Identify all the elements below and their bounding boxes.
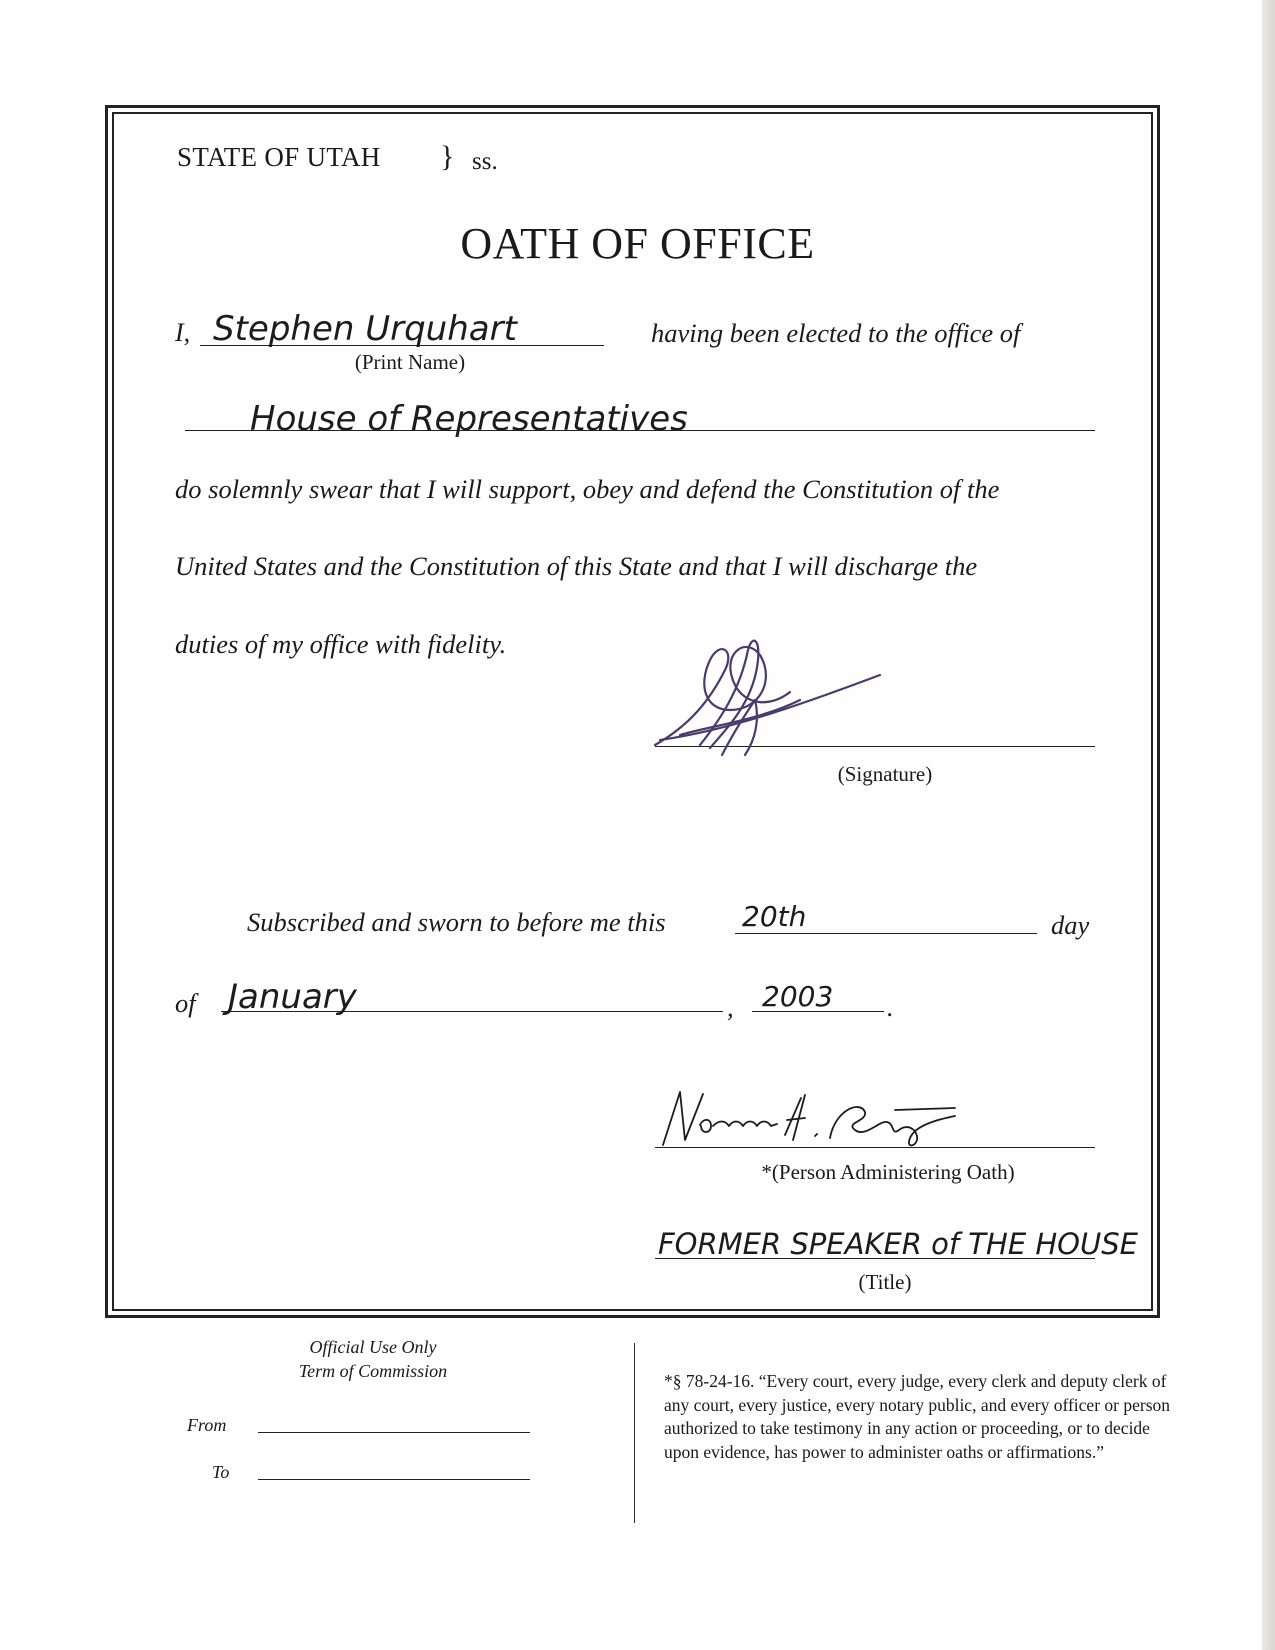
term-of-commission-label: Term of Commission xyxy=(298,1361,448,1381)
from-line xyxy=(258,1432,530,1433)
handwritten-title-text: FORMER SPEAKER of THE HOUSE xyxy=(658,1227,1138,1261)
period: . xyxy=(887,992,894,1022)
handwritten-office-text: House of Representatives xyxy=(250,399,688,439)
statute-note: *§ 78-24-16. “Every court, every judge, every clerk and deputy clerk of any court, every justice, every notary public, and every officer or person authorized to take testimony in any action or proceeding, or to decide upon evidence, has power to administer oaths or affirmations.” xyxy=(664,1371,1171,1462)
comma: , xyxy=(727,992,734,1022)
oath-line-1: do solemnly swear that I will support, obey and defend the Constitution of the xyxy=(175,474,1000,504)
sworn-lead: Subscribed and sworn to before me this xyxy=(247,907,666,937)
handwritten-month-text: January xyxy=(228,977,357,1017)
handwritten-day-text: 20th xyxy=(742,900,807,933)
footer-divider xyxy=(634,1343,635,1523)
of-label: of xyxy=(175,988,196,1018)
handwritten-year-text: 2003 xyxy=(762,980,834,1013)
handwritten-office xyxy=(245,392,705,452)
oath-line-2: United States and the Constitution of this State and that I will discharge the xyxy=(175,551,978,581)
elected-text: having been elected to the office of xyxy=(651,318,1021,348)
handwritten-title xyxy=(655,1218,1138,1268)
handwritten-month xyxy=(222,970,422,1040)
ss-label: ss. xyxy=(472,148,498,175)
from-label: From xyxy=(187,1415,227,1435)
i-label: I, xyxy=(175,318,191,347)
signature-mark xyxy=(650,630,890,770)
administrator-signature xyxy=(655,1080,995,1155)
inner-border xyxy=(112,112,1153,1311)
brace-symbol: } xyxy=(440,140,455,173)
oath-line-3: duties of my office with fidelity. xyxy=(175,629,507,659)
title-caption: (Title) xyxy=(858,1270,912,1294)
day-label: day xyxy=(1051,910,1090,940)
handwritten-day xyxy=(740,892,860,937)
administrator-caption: *(Person Administering Oath) xyxy=(761,1160,1015,1184)
state-label: STATE OF UTAH xyxy=(177,142,381,172)
signature-caption: (Signature) xyxy=(837,762,933,786)
handwritten-year xyxy=(760,970,880,1015)
print-name-caption: (Print Name) xyxy=(354,350,466,374)
handwritten-name-text: Stephen Urquhart xyxy=(213,309,517,349)
document-title: OATH OF OFFICE xyxy=(460,219,815,268)
to-label: To xyxy=(212,1462,230,1482)
to-line xyxy=(258,1479,530,1480)
official-use-label: Official Use Only xyxy=(309,1337,437,1357)
